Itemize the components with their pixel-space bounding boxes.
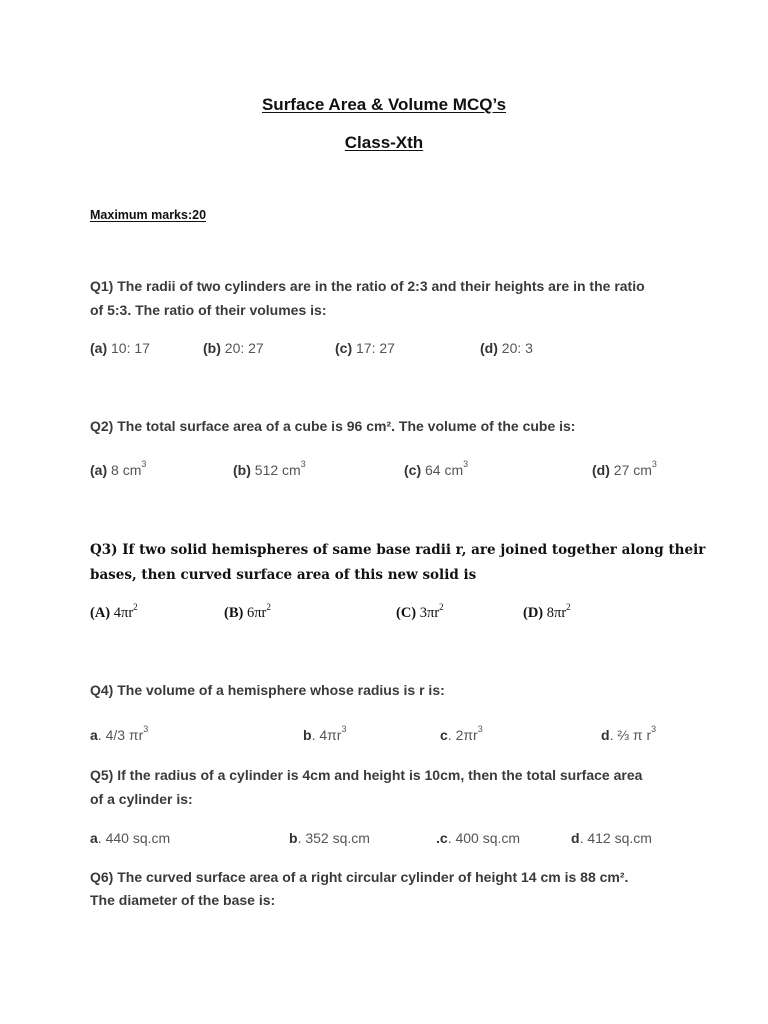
- question-3-line-1: Q3) If two solid hemispheres of same base radii r, are joined together along their: [90, 542, 706, 558]
- question-3-option-d: (D) $8\pi r^2$: [523, 602, 571, 621]
- question-1-option-d: (d) 20: 3: [480, 340, 533, 356]
- question-1-line-2: of 5:3. The ratio of their volumes is:: [90, 302, 327, 318]
- question-6-line-2: The diameter of the base is:: [90, 892, 276, 908]
- maximum-marks: Maximum marks:20: [90, 208, 207, 222]
- question-5-line-2: of a cylinder is:: [90, 791, 193, 807]
- page-subtitle: Class-Xth: [344, 133, 424, 152]
- question-5-option-b: b. 352 sq.cm: [289, 830, 370, 846]
- question-3-option-a: (A) $4\pi r^2$: [90, 602, 138, 621]
- question-3-line-2: bases, then curved surface area of this new solid is: [90, 567, 477, 583]
- question-4-option-a: a. 4/3 $\pi r^3$: [90, 724, 149, 743]
- question-4-option-b: b. $4\pi r^3$: [303, 724, 347, 743]
- question-4-line-1: Q4) The volume of a hemisphere whose radius is r is:: [90, 682, 445, 698]
- question-5-option-a: a. 440 sq.cm: [90, 830, 171, 846]
- question-3-option-b: (B) $6\pi r^2$: [224, 602, 271, 621]
- question-2-option-b: (b) 512 $cm^3$: [233, 459, 306, 478]
- question-5-line-1: Q5) If the radius of a cylinder is 4cm and height is 10cm, then the total surface area: [90, 767, 643, 783]
- question-2-option-c: (c) 64 $cm^3$: [404, 459, 469, 478]
- question-2-option-a: (a) 8 $cm^3$: [90, 459, 147, 478]
- question-2-line-1: Q2) The total surface area of a cube is 96 cm². The volume of the cube is:: [90, 418, 576, 434]
- question-3-option-c: (C) $3\pi r^2$: [396, 602, 444, 621]
- question-1-option-c: (c) 17: 27: [335, 340, 395, 356]
- question-5-option-c: .c. 400 sq.cm: [436, 830, 521, 846]
- question-1-line-1: Q1) The radii of two cylinders are in the ratio of 2:3 and their heights are in the ratio: [90, 278, 645, 294]
- page-title: Surface Area & Volume MCQ’s: [261, 95, 507, 114]
- question-1-option-b: (b) 20: 27: [203, 340, 264, 356]
- question-1-option-a: (a) 10: 17: [90, 340, 150, 356]
- question-5-option-d: d. 412 sq.cm: [571, 830, 652, 846]
- question-4-option-c: c. $2\pi r^3$: [440, 724, 483, 743]
- question-6-line-1: Q6) The curved surface area of a right circular cylinder of height 14 cm is 88 cm².: [90, 869, 629, 885]
- question-2-option-d: (d) 27 $cm^3$: [592, 459, 657, 478]
- question-4-option-d: d. ⅔ π $r^3$: [601, 724, 657, 743]
